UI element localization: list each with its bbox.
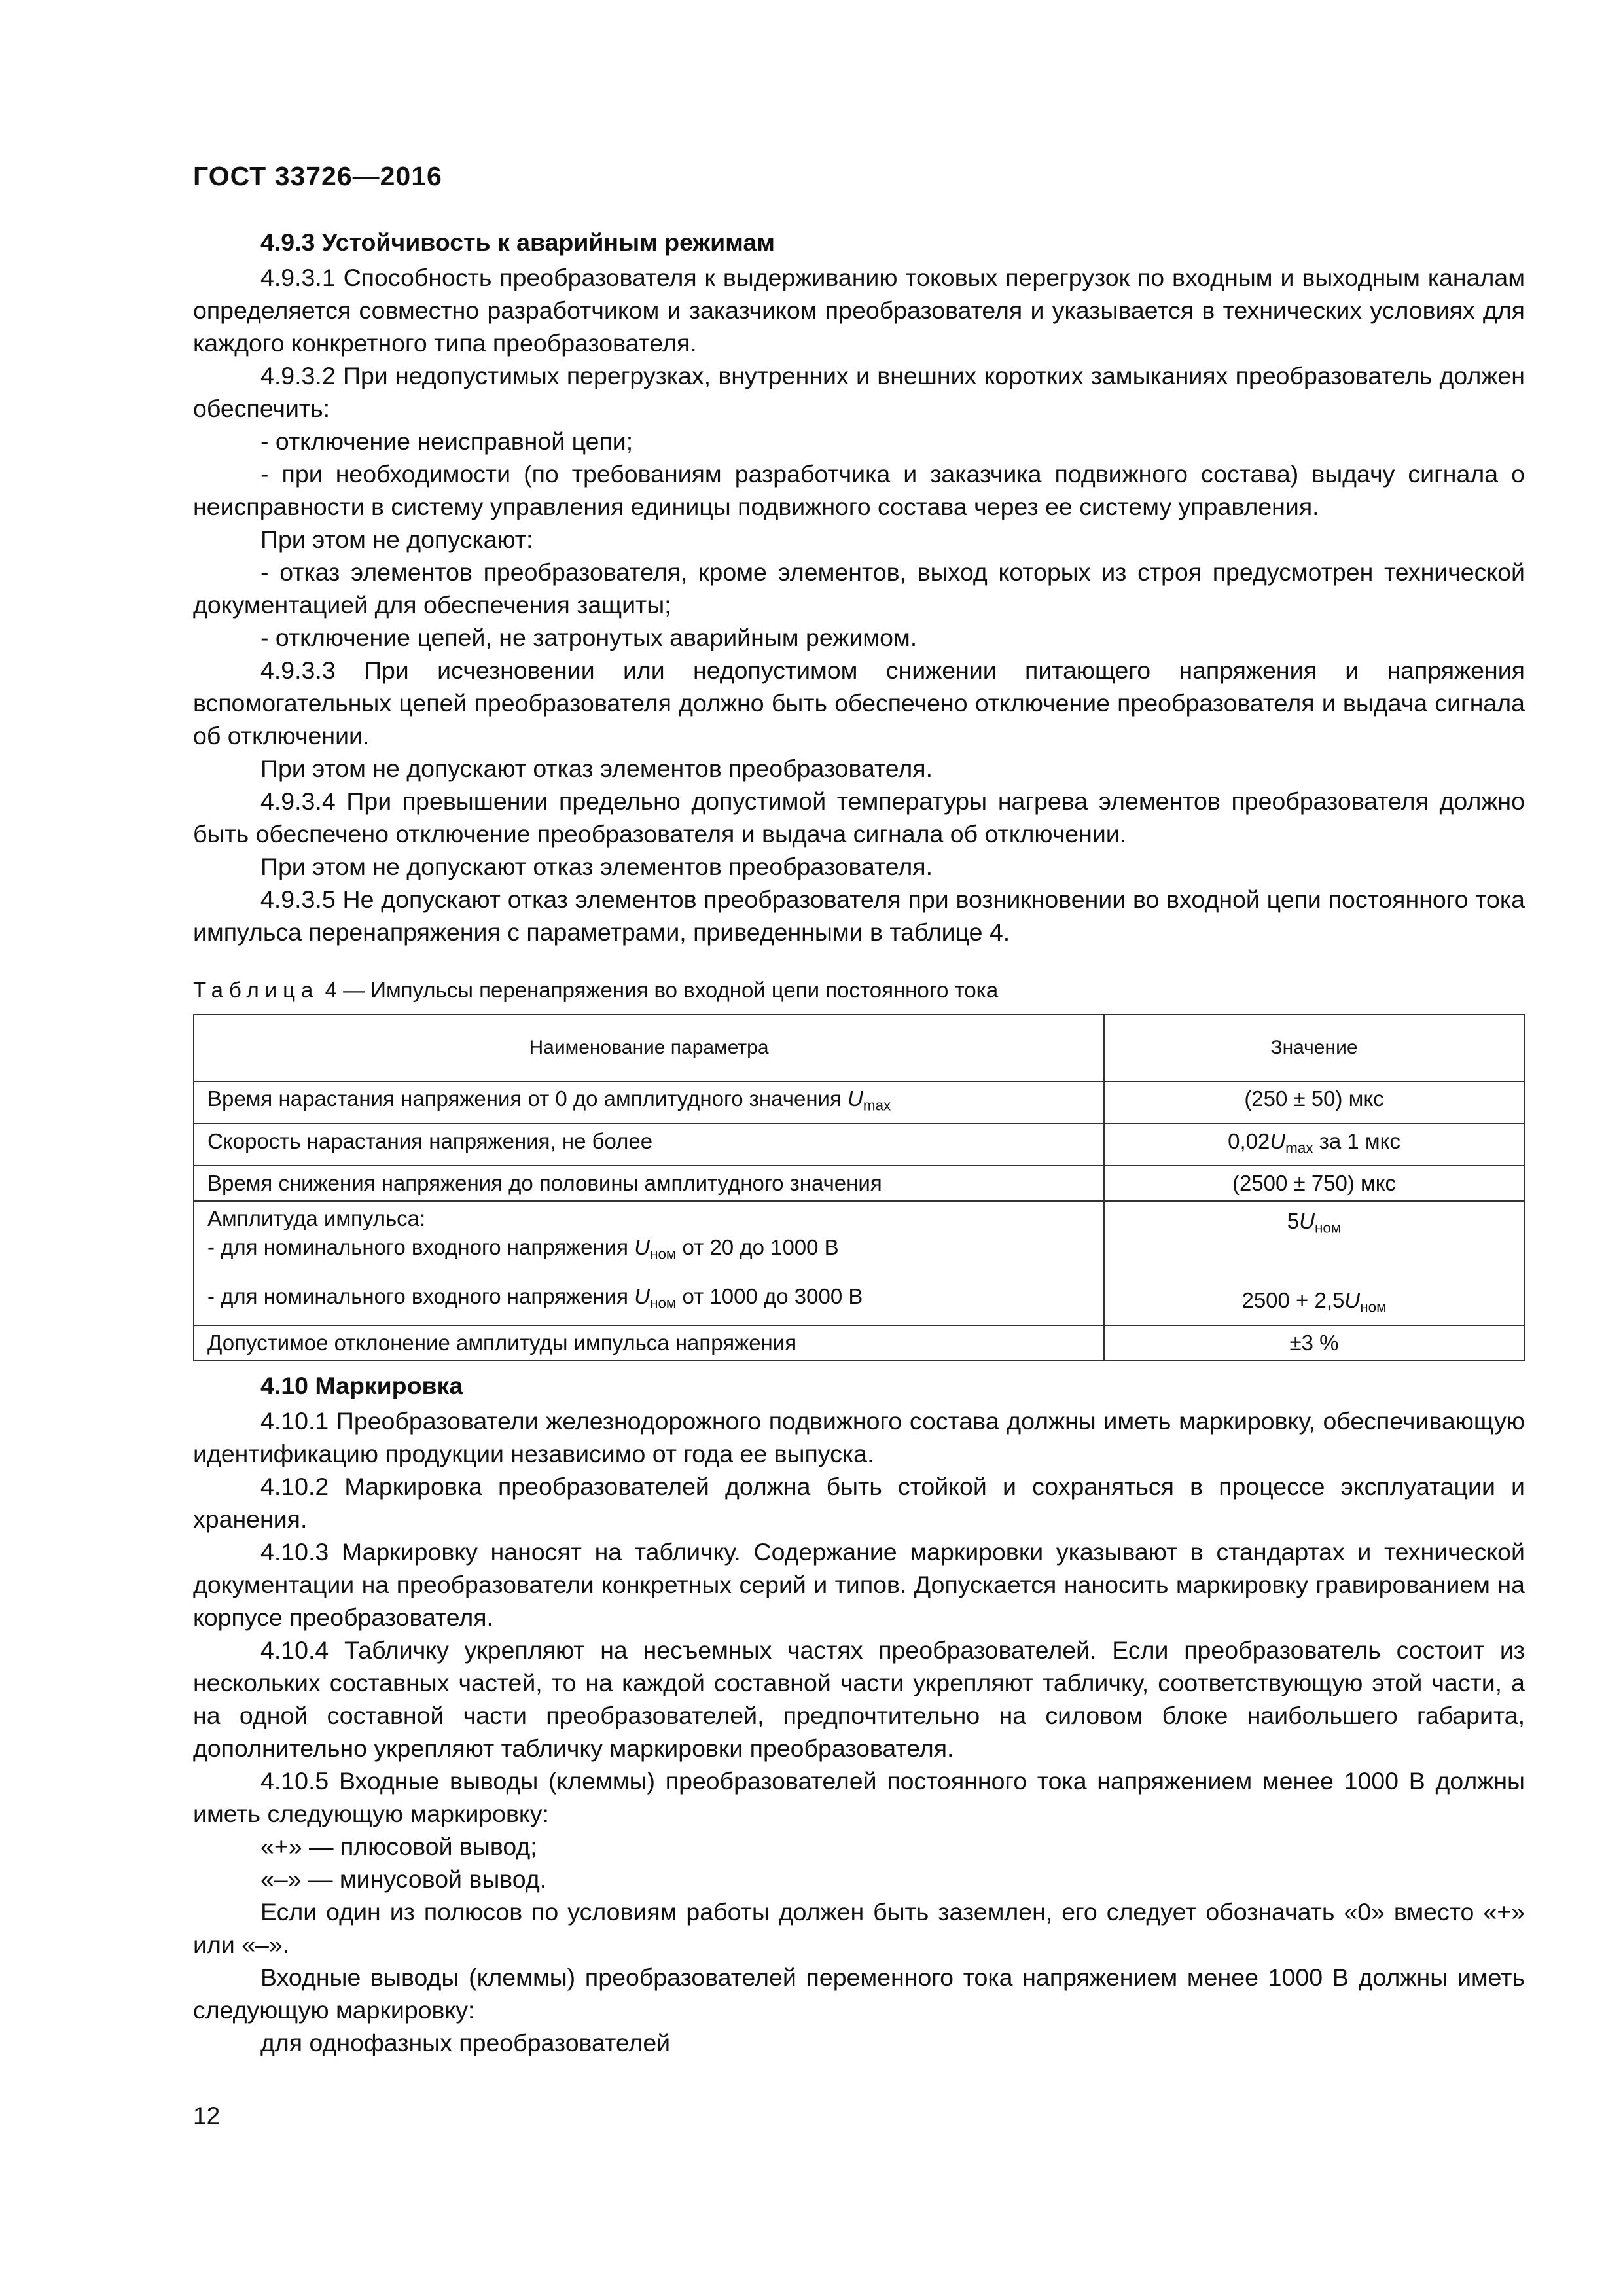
table-caption-word: Таблица [193,978,319,1002]
paragraph-4-9-3-2: 4.9.3.2 При недопустимых перегрузках, внутренних и внешних коротких замыканиях преобразователь должен обеспечить: [193,362,1525,422]
paragraph-4-9-3-4: 4.9.3.4 При превышении предельно допустимой температуры нагрева элементов преобразователя должно быть обеспечено отключение преобразователя и выдача сигнала об отключении. [193,787,1525,848]
paragraph-note: При этом не допускают: [260,526,533,553]
paragraph-4-9-3-3: 4.9.3.3 При исчезновении или недопустимом снижении питающего напряжения и напряжения вспомогательных цепей преобразователя должно быть обеспечено отключение преобразователя и выдача сигнала об отключении. [193,656,1525,749]
cell-value: ±3 % [1104,1325,1524,1361]
table-row [194,1124,1524,1166]
column-header-value: Значение [1104,1014,1524,1081]
column-header-parameter: Наименование параметра [194,1014,1104,1081]
cell-value: (250 ± 50) мкс [1104,1081,1524,1124]
cell-value: $5U_{ном}$ $2500 + 2,5U_{ном}$ [1104,1201,1524,1325]
cell-parameter: Допустимое отклонение амплитуды импульса напряжения [194,1325,1104,1361]
cell-value: $0,02U_{max}$ за 1 мкс [1104,1124,1524,1166]
paragraph-single-phase: для однофазных преобразователей [260,2028,671,2056]
list-item: «+» — плюсовой вывод; [260,1832,537,1860]
cell-parameter: Время снижения напряжения до половины амплитудного значения [194,1166,1104,1201]
list-item: - отключение цепей, не затронутых аварийным режимом. [260,624,918,651]
list-item: - при необходимости (по требованиям разработчика и заказчика подвижного состава) выдачу сигнала о неисправности в систему управления единицы подвижного состава через ее систему управления. [193,460,1525,520]
table-caption-text: 4 — Импульсы перенапряжения во входной цепи постоянного тока [325,978,999,1002]
table-row [194,1166,1524,1201]
paragraph-4-10-4: 4.10.4 Табличку укрепляют на несъемных частях преобразователей. Если преобразователь состоит из нескольких составных частей, то на каждой составной части укрепляют табличку, соответствующую этой части, а на одной составной части преобразователей, предпочтительно на силовом блоке наибольшего габарита, дополнительно укрепляют табличку маркировки преобразователя. [193,1636,1525,1762]
paragraph-ac-terminals: Входные выводы (клеммы) преобразователей переменного тока напряжением менее 1000 В должны иметь следующую маркировку: [193,1963,1525,2024]
paragraph-4-10-3: 4.10.3 Маркировку наносят на табличку. Содержание маркировки указывают в стандартах и технической документации на преобразователи конкретных серий и типов. Допускается наносить маркировку гравированием на корпусе преобразователя. [193,1537,1525,1631]
table-header-row [194,1014,1524,1081]
table-row [194,1081,1524,1124]
document-header: ГОСТ 33726—2016 [193,161,442,191]
table-row [194,1325,1524,1361]
list-item: «–» — минусовой вывод. [260,1865,547,1893]
paragraph-grounding: Если один из полюсов по условиям работы должен быть заземлен, его следует обозначать «0» вместо «+» или «–». [193,1897,1525,1958]
paragraph-note: При этом не допускают отказ элементов преобразователя. [260,853,933,880]
paragraph-4-10-5: 4.10.5 Входные выводы (клеммы) преобразователей постоянного тока напряжением менее 1000 В должны иметь следующую маркировку: [193,1767,1525,1827]
paragraph-4-10-1: 4.10.1 Преобразователи железнодорожного подвижного состава должны иметь маркировку, обеспечивающую идентификацию продукции независимо от года ее выпуска. [193,1407,1525,1467]
paragraph-4-10-2: 4.10.2 Маркировка преобразователей должна быть стойкой и сохраняться в процессе эксплуатации и хранения. [193,1472,1525,1533]
list-item: - отказ элементов преобразователя, кроме элементов, выход которых из строя предусмотрен технической документацией для обеспечения защиты; [193,558,1525,619]
document-body [193,226,1525,2059]
paragraph-note: При этом не допускают отказ элементов преобразователя. [260,755,933,782]
cell-parameter: Скорость нарастания напряжения, не более [194,1124,1104,1166]
table-row [194,1201,1524,1325]
paragraph-4-9-3-5: 4.9.3.5 Не допускают отказ элементов преобразователя при возникновении во входной цепи постоянного тока импульса перенапряжения с параметрами, приведенными в таблице 4. [193,886,1525,946]
paragraph-4-9-3-1: 4.9.3.1 Способность преобразователя к выдерживанию токовых перегрузок по входным и выходным каналам определяется совместно разработчиком и заказчиком преобразователя и указывается в технических условиях для каждого конкретного типа преобразователя. [193,264,1525,357]
cell-value: (2500 ± 750) мкс [1104,1166,1524,1201]
page-number: 12 [193,2102,221,2129]
table-4 [193,1014,1525,1361]
section-heading-4-9-3: 4.9.3 Устойчивость к аварийным режимам [260,228,776,256]
table-caption [193,976,1525,1005]
list-item: - отключение неисправной цепи; [260,427,633,455]
cell-parameter: Время нарастания напряжения от 0 до амплитудного значения $U_{max}$ [194,1081,1104,1124]
cell-parameter: Амплитуда импульса: - для номинального входного напряжения $U_{ном}$ от 20 до 1000 В - для номинального входного напряжения $U_{ном}$ от 1000 до 3000 В [194,1201,1104,1325]
section-heading-4-10: 4.10 Маркировка [260,1371,463,1399]
